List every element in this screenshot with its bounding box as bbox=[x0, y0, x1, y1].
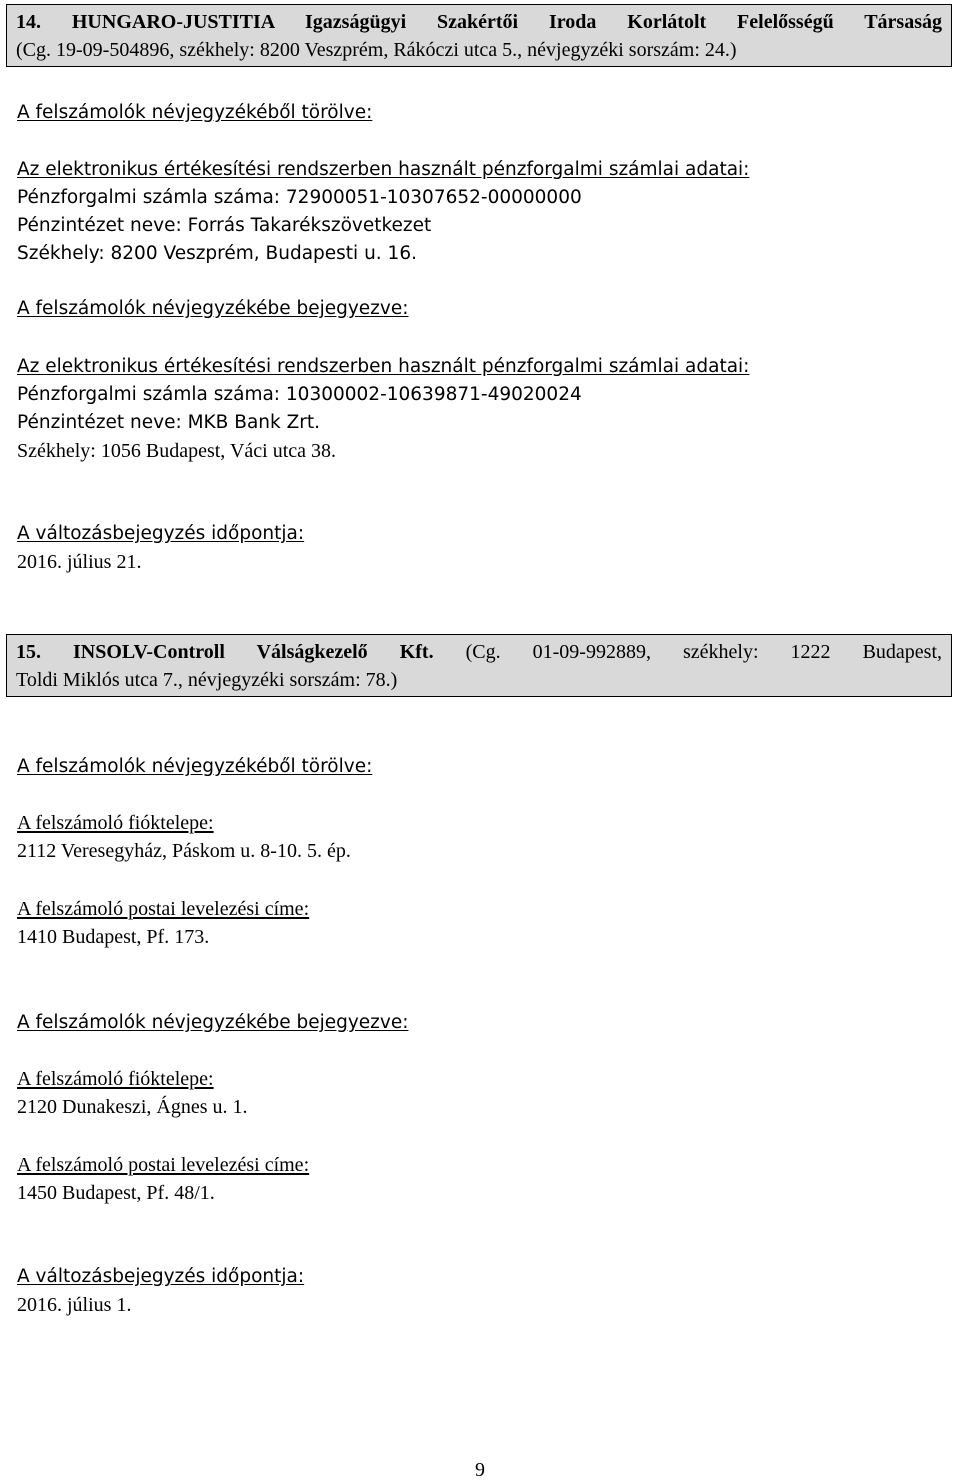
section-15-added-title bbox=[17, 1009, 947, 1037]
section-14-deleted-title bbox=[17, 99, 947, 127]
section-14-details: (Cg. 19-09-504896, székhely: 8200 Veszprém, Rákóczi utca 5., névjegyzéki sorszám: 24.) bbox=[16, 39, 737, 61]
section-15-header bbox=[6, 634, 952, 697]
section-15-deleted-title bbox=[17, 753, 947, 781]
deleted-heading: A felszámolók névjegyzékéből törölve: bbox=[17, 756, 373, 777]
added-intro: Az elektronikus értékesítési rendszerben használt pénzforgalmi számlai adatai: bbox=[17, 356, 750, 377]
section-15-deleted-branch bbox=[17, 809, 947, 865]
page-number: 9 bbox=[475, 1459, 485, 1481]
postal-value: 1410 Budapest, Pf. 173. bbox=[17, 926, 210, 948]
section-14-added-block bbox=[17, 353, 947, 465]
section-14-title: 14. HUNGARO-JUSTITIA Igazságügyi Szakértői Iroda Korlátolt Felelősségű Társaság bbox=[16, 11, 942, 33]
deleted-account: Pénzforgalmi számla száma: 72900051-10307652-00000000 bbox=[17, 187, 582, 208]
section-14-header bbox=[6, 4, 952, 67]
deleted-heading: A felszámolók névjegyzékéből törölve: bbox=[17, 102, 373, 123]
section-14-deleted-block bbox=[17, 156, 947, 268]
date-value: 2016. július 21. bbox=[17, 551, 142, 573]
postal-label: A felszámoló postai levelezési címe: bbox=[17, 898, 310, 920]
date-label: A változásbejegyzés időpontja: bbox=[17, 1266, 305, 1287]
added-bank: Pénzintézet neve: MKB Bank Zrt. bbox=[17, 412, 321, 433]
deleted-bank: Pénzintézet neve: Forrás Takarékszövetkezet bbox=[17, 215, 432, 236]
section-15-title: 15. INSOLV-Controll Válságkezelő Kft. bbox=[16, 641, 434, 663]
section-15-added-postal bbox=[17, 1151, 947, 1207]
branch-label: A felszámoló fióktelepe: bbox=[17, 812, 214, 834]
deleted-intro: Az elektronikus értékesítési rendszerben használt pénzforgalmi számlai adatai: bbox=[17, 159, 750, 180]
deleted-seat: Székhely: 8200 Veszprém, Budapesti u. 16. bbox=[17, 243, 417, 264]
added-seat: Székhely: 1056 Budapest, Váci utca 38. bbox=[17, 440, 337, 462]
section-15-date bbox=[17, 1263, 947, 1319]
postal-value: 1450 Budapest, Pf. 48/1. bbox=[17, 1182, 215, 1204]
section-14-date bbox=[17, 520, 947, 576]
added-heading: A felszámolók névjegyzékébe bejegyezve: bbox=[17, 1012, 409, 1033]
added-account: Pénzforgalmi számla száma: 10300002-10639871-49020024 bbox=[17, 384, 582, 405]
section-14-added-title bbox=[17, 295, 947, 323]
date-value: 2016. július 1. bbox=[17, 1294, 132, 1316]
branch-value: 2112 Veresegyház, Páskom u. 8-10. 5. ép. bbox=[17, 840, 351, 862]
section-15-details-part1: (Cg. 01-09-992889, székhely: 1222 Budapest, bbox=[433, 641, 942, 663]
added-heading: A felszámolók névjegyzékébe bejegyezve: bbox=[17, 298, 409, 319]
branch-label: A felszámoló fióktelepe: bbox=[17, 1068, 214, 1090]
date-label: A változásbejegyzés időpontja: bbox=[17, 523, 305, 544]
postal-label: A felszámoló postai levelezési címe: bbox=[17, 1154, 310, 1176]
section-15-deleted-postal bbox=[17, 895, 947, 951]
branch-value: 2120 Dunakeszi, Ágnes u. 1. bbox=[17, 1096, 248, 1118]
section-15-details-part2: Toldi Miklós utca 7., névjegyzéki sorszám: 78.) bbox=[16, 669, 398, 691]
section-15-added-branch bbox=[17, 1065, 947, 1121]
